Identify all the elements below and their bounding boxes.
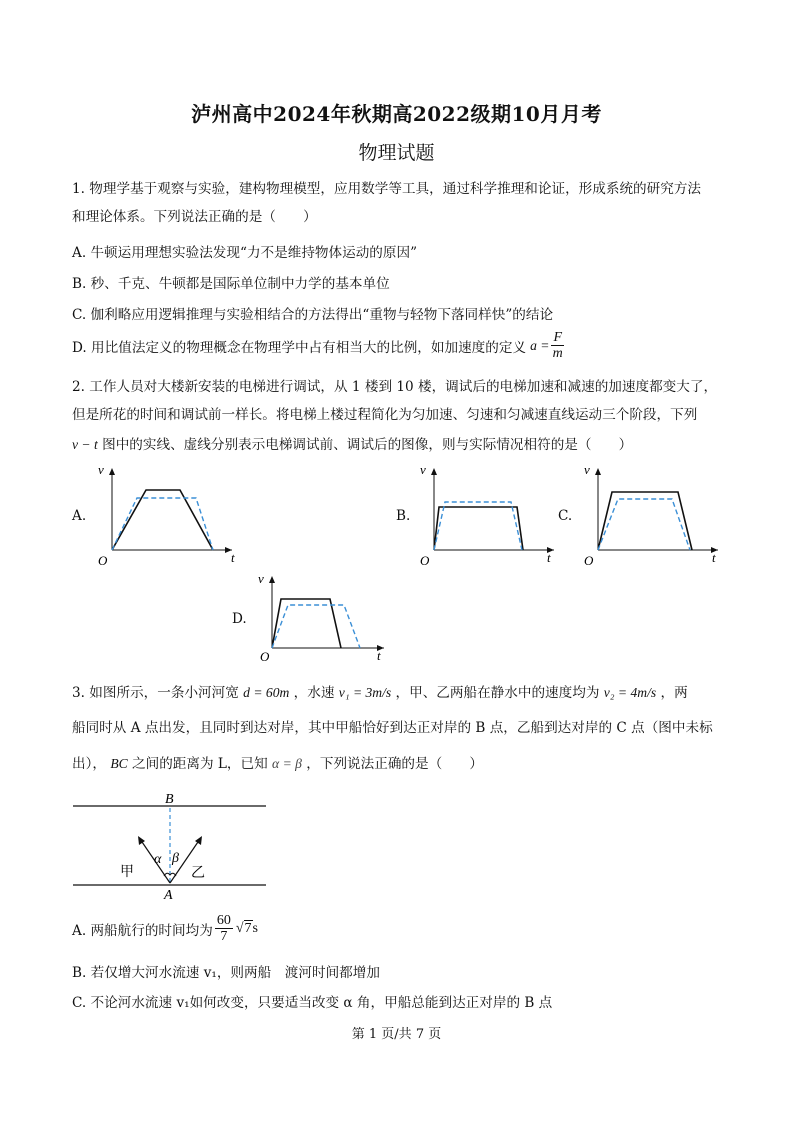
q1-option-d-lhs: a = [530, 337, 550, 353]
q1-option-d [72, 330, 564, 361]
q1-option-b: B. 秒、千克、牛顿都是国际单位制中力学的基本单位 [72, 276, 390, 292]
exam-title: 泸州高中2024年秋期高2022级期10月月考 [191, 102, 602, 126]
solid-line-before [598, 492, 692, 550]
y-axis-label: v [584, 462, 590, 477]
y-axis-arrow [109, 468, 115, 475]
q3-line3-a: 出）， [72, 756, 106, 772]
q3-line1-b: ，水速 [293, 685, 335, 701]
river-width: d = 60m [243, 685, 290, 700]
bc-symbol: BC [110, 756, 128, 771]
y-axis-label: v [420, 462, 426, 477]
x-axis-label: t [377, 648, 381, 663]
graph-d [252, 568, 402, 673]
q1-option-a: A. 牛顿运用理想实验法发现“力不是维持物体运动的原因” [72, 245, 418, 261]
time-unit: s [252, 920, 258, 936]
alpha-equals-beta: α = β [272, 756, 302, 771]
graph-a [92, 462, 242, 567]
x-axis-label: t [547, 550, 551, 565]
x-axis-label: t [712, 550, 716, 565]
q3-line1 [72, 683, 688, 703]
origin-label: O [420, 553, 430, 568]
page-footer: 第 1 页/共 7 页 [351, 1027, 442, 1042]
jia-arrowhead [138, 836, 145, 845]
q3-option-b: B. 若仅增大河水流速 v₁，则两船 渡河时间都增加 [72, 965, 380, 981]
origin-label: O [260, 649, 270, 664]
q3-line1-a: 3. 如图所示，一条小河河宽 [72, 685, 239, 701]
y-axis-arrow [269, 576, 275, 583]
q1-option-d-text: D. 用比值法定义的物理概念在物理学中占有相当大的比例，如加速度的定义 [72, 339, 527, 356]
vt-symbol: v − t [72, 437, 98, 452]
graph-d-label: D. [232, 611, 247, 627]
y-axis-label: v [98, 462, 104, 477]
origin-label: O [98, 553, 108, 568]
solid-line-before [272, 599, 341, 648]
q3-option-a-fraction [215, 913, 233, 944]
beta-label: β [172, 851, 179, 866]
q2-stem-line3-text: 图中的实线、虚线分别表示电梯调试前、调试后的图像，则与实际情况相符的是（ ） [97, 437, 633, 453]
q2-stem-line3 [72, 435, 632, 455]
solid-line-before [434, 507, 523, 550]
y-axis-arrow [595, 468, 601, 475]
boat-yi-label: 乙 [191, 866, 205, 881]
q2-stem-line2: 但是所花的时间和调试前一样长。将电梯上楼过程简化为匀加速、匀速和匀减速直线运动三个阶段，下列 [72, 407, 698, 423]
fraction-numerator: F [553, 330, 562, 345]
water-speed: v₁ = 3m/s [338, 685, 392, 700]
dashed-line-after [598, 499, 690, 550]
q1-option-c: C. 伽利略应用逻辑推理与实验相结合的方法得出“重物与轻物下落同样快”的结论 [72, 307, 554, 323]
q3-option-a-text: A. 两船航行的时间均为 [72, 922, 213, 939]
yi-arrowhead [195, 836, 202, 845]
q3-option-c: C. 不论河水流速 v₁如何改变，只要适当改变 α 角，甲船总能到达正对岸的 B 点 [72, 995, 553, 1011]
fraction-numerator: 60 [216, 913, 231, 928]
y-axis-arrow [431, 468, 437, 475]
q1-stem-line1: 1. 物理学基于观察与实验，建构物理模型，应用数学等工具，通过科学推理和论证，形成系统的研究方法 [72, 181, 702, 197]
alpha-label: α [154, 852, 162, 867]
q3-line1-e: ，两 [660, 685, 688, 701]
y-axis-label: v [258, 571, 264, 586]
q3-line3-b: 之间的距离为 L，已知 [132, 756, 268, 772]
boat-jia-label: 甲 [120, 865, 134, 880]
dashed-line-after [272, 605, 360, 648]
fraction-denominator: m [552, 346, 563, 361]
fraction-denominator: 7 [220, 929, 228, 944]
q1-option-d-fraction [551, 330, 564, 361]
q1-stem-line2: 和理论体系。下列说法正确的是（ ） [72, 209, 317, 225]
radicand: 7 [244, 920, 252, 936]
boat-speed: v₂ = 4m/s [603, 685, 657, 700]
dashed-line-after [434, 502, 522, 550]
sqrt-seven: √7 [235, 920, 252, 936]
q3-line3-c: ，下列说法正确的是（ ） [306, 756, 483, 772]
q3-option-a [72, 913, 258, 944]
point-a-label: A [164, 888, 173, 903]
graph-a-label: A. [72, 508, 87, 524]
q3-line1-c: ，甲、乙两船在静水中的速度均为 [395, 685, 600, 701]
q3-line3 [72, 754, 483, 774]
q2-stem-line1: 2. 工作人员对大楼新安装的电梯进行调试，从 1 楼到 10 楼，调试后的电梯加速和减速的加速度都变大了， [72, 379, 718, 395]
graph-c [578, 462, 728, 567]
q3-line2: 船同时从 A 点出发，且同时到达对岸，其中甲船恰好到达正对岸的 B 点，乙船到达对岸的 C 点（图中未标 [72, 720, 713, 736]
graph-b [414, 462, 564, 567]
river-figure [70, 788, 280, 903]
point-b-label: B [165, 792, 174, 807]
x-axis-label: t [231, 550, 235, 565]
exam-subtitle: 物理试题 [358, 142, 435, 164]
graph-b-label: B. [396, 508, 411, 524]
origin-label: O [584, 553, 594, 568]
graph-c-label: C. [558, 508, 573, 524]
